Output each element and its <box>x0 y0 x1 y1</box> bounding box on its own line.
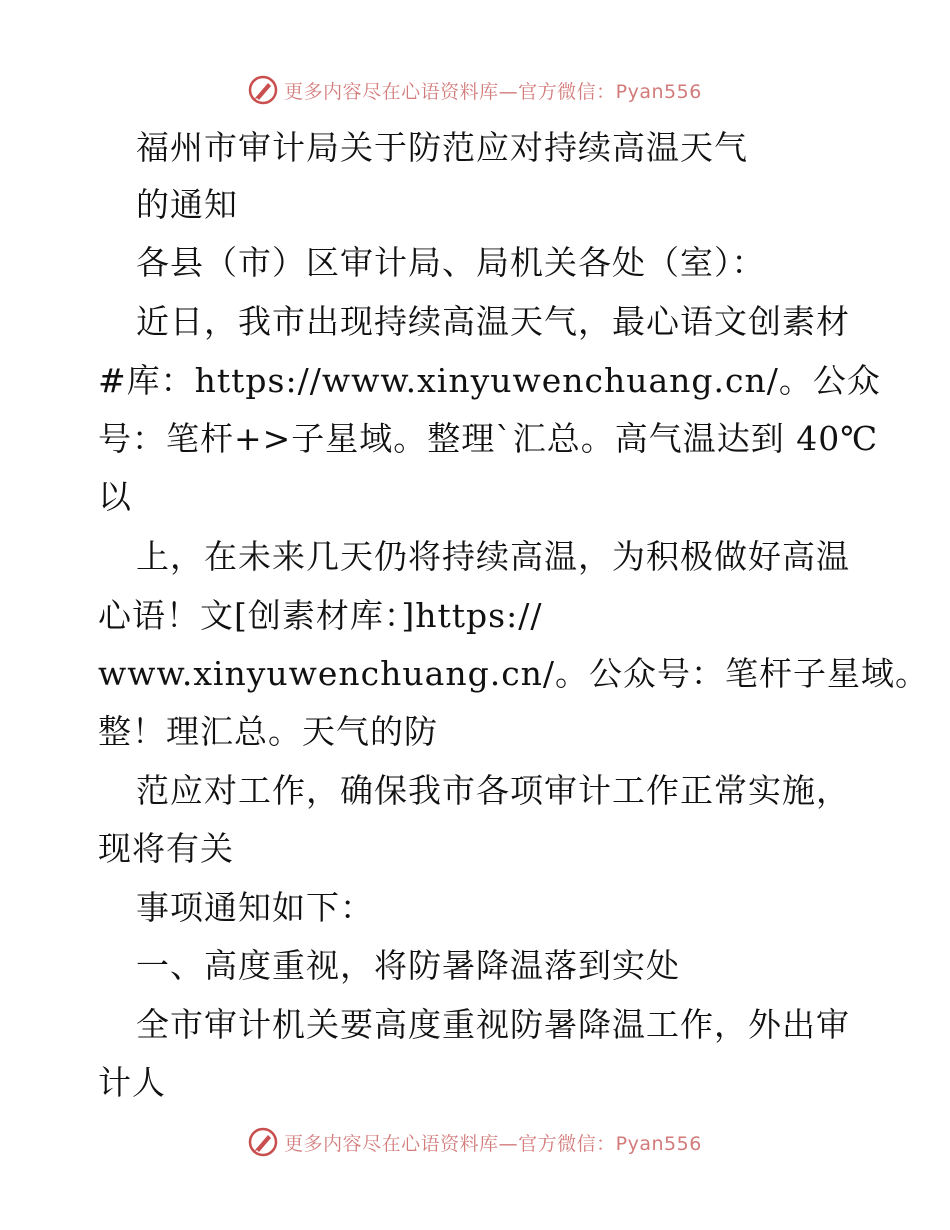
doc-title-line-1: 福州市审计局关于防范应对持续高温天气 <box>136 128 748 167</box>
doc-paragraph-line: 近日，我市出现持续高温天气，最心语文创素材 <box>136 302 850 341</box>
doc-paragraph-line: 计人 <box>98 1063 166 1102</box>
pen-seal-icon <box>248 75 278 105</box>
doc-paragraph-line: #库：https://www.xinyuwenchuang.cn/。公众 <box>98 361 881 400</box>
doc-addressee: 各县（市）区审计局、局机关各处（室）： <box>136 243 766 282</box>
footer-watermark <box>0 1122 950 1162</box>
pen-seal-icon <box>248 1127 278 1157</box>
header-watermark <box>0 70 950 110</box>
doc-paragraph-line: 心语！文[创素材库：]https:// <box>98 596 543 635</box>
doc-paragraph-line: 号：笔杆+>子星域。整理`汇总。高气温达到 40℃ <box>98 419 879 458</box>
doc-paragraph-line: 整！理汇总。天气的防 <box>98 712 438 751</box>
doc-section-heading: 一、高度重视，将防暑降温落到实处 <box>136 946 680 985</box>
watermark-text: 更多内容尽在心语资料库—官方微信：Pyan556 <box>284 80 702 103</box>
doc-paragraph-line: 以 <box>98 477 132 516</box>
doc-paragraph-line: 上，在未来几天仍将持续高温，为积极做好高温 <box>136 537 850 576</box>
doc-paragraph-line: 事项通知如下： <box>136 888 374 927</box>
watermark-text: 更多内容尽在心语资料库—官方微信：Pyan556 <box>284 1132 702 1155</box>
doc-paragraph-line: www.xinyuwenchuang.cn/。公众号：笔杆子星域。 <box>98 654 930 693</box>
doc-paragraph-line: 现将有关 <box>98 829 234 868</box>
doc-paragraph-line: 范应对工作，确保我市各项审计工作正常实施， <box>136 771 850 810</box>
doc-title-line-2: 的通知 <box>136 185 238 224</box>
doc-paragraph-line: 全市审计机关要高度重视防暑降温工作，外出审 <box>136 1005 850 1044</box>
